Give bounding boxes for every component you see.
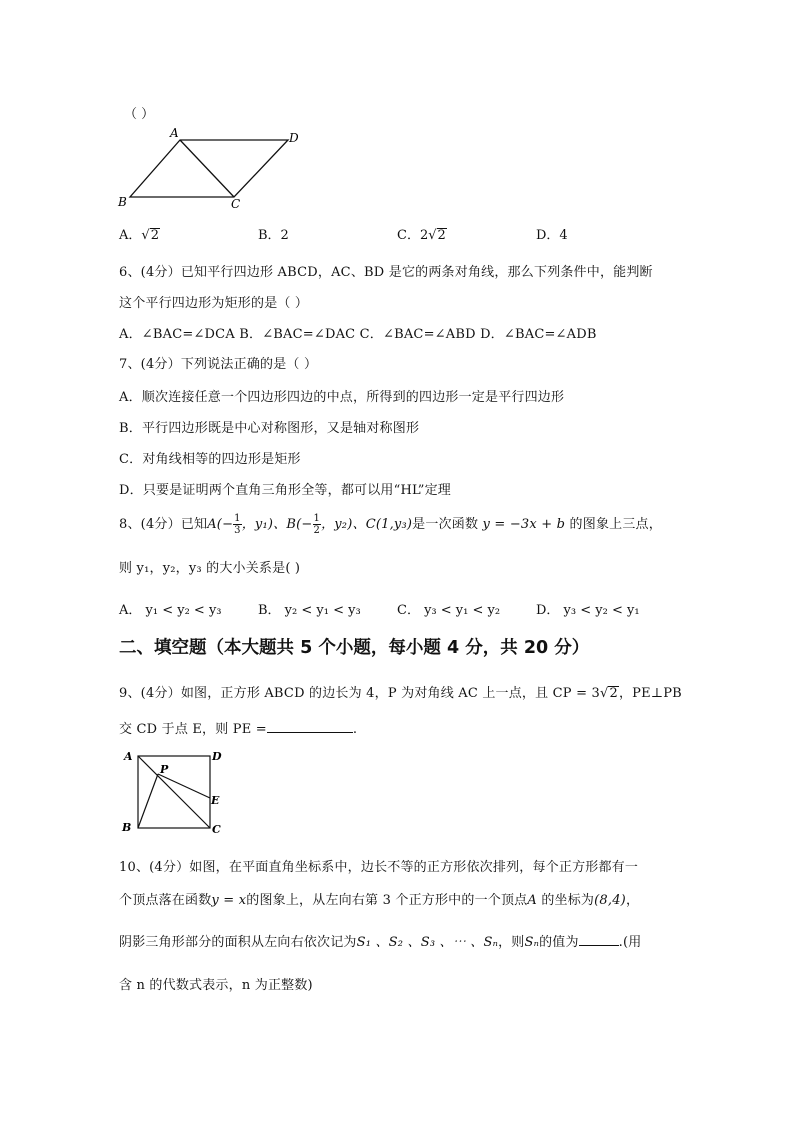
q10-coord: (8,4) bbox=[594, 893, 626, 908]
q10-seq: S₁ 、S₂ 、S₃ 、⋯ 、Sₙ bbox=[356, 935, 499, 950]
label-b: B bbox=[118, 195, 127, 209]
q5-option-d[interactable]: D．4 bbox=[536, 228, 568, 243]
label-a: A bbox=[124, 750, 133, 763]
q10-line3-mid: ，则 bbox=[498, 935, 525, 950]
label-p: P bbox=[160, 763, 169, 776]
q5-option-a-prefix: A． bbox=[119, 228, 142, 243]
q10-line3-pre: 阴影三角形部分的面积从左向右依次记为 bbox=[119, 935, 357, 950]
q10-stem-line4: 含 n 的代数式表示，n 为正整数) bbox=[119, 978, 313, 993]
q8-frac-b-den: 2 bbox=[313, 525, 321, 536]
q5-parallelogram-figure bbox=[112, 124, 312, 216]
q10-stem-line3 bbox=[119, 931, 641, 950]
q10-line3-post: 的值为 bbox=[539, 935, 579, 950]
q9-stem-line2 bbox=[119, 718, 357, 737]
q8-mid: 是一次函数 bbox=[412, 517, 479, 532]
q6-stem-line1: 6、(4分）已知平行四边形 ABCD，AC、BD 是它的两条对角线，那么下列条件中，能判断 bbox=[119, 265, 653, 280]
q10-answer-blank[interactable] bbox=[579, 933, 619, 946]
q5-option-a[interactable]: A．√2 bbox=[119, 228, 159, 243]
q8-point-a: A(− bbox=[207, 517, 234, 532]
q8-stem-line1 bbox=[119, 512, 662, 538]
diagonal-ac bbox=[138, 756, 210, 828]
q10-line2-mid: 的图象上，从左向右第 3 个正方形中的一个顶点 bbox=[246, 893, 528, 908]
q10-stem-line2 bbox=[119, 889, 639, 908]
diagonal-ac bbox=[180, 140, 234, 197]
q9-line2-pre: 交 CD 于点 E，则 PE = bbox=[119, 722, 267, 737]
section2-title: 二、填空题（本大题共 5 个小题，每小题 4 分，共 20 分） bbox=[119, 638, 590, 658]
q5-paren: （ ） bbox=[124, 107, 155, 122]
q10-line2-end: ， bbox=[625, 893, 640, 908]
q8-frac-a-num: 1 bbox=[234, 513, 241, 524]
q5-option-c-sqrt: 2 bbox=[437, 228, 446, 243]
segment-pb bbox=[138, 774, 158, 828]
q7-option-b[interactable]: B．平行四边形既是中心对称图形，又是轴对称图形 bbox=[119, 421, 420, 436]
label-e: E bbox=[211, 794, 220, 807]
q8-option-c[interactable]: C． y₃ < y₁ < y₂ bbox=[397, 603, 501, 618]
q7-option-d[interactable]: D．只要是证明两个直角三角形全等，都可以用“HL”定理 bbox=[119, 483, 451, 498]
q6-options[interactable]: A．∠BAC=∠DCA B．∠BAC=∠DAC C．∠BAC=∠ABD D．∠BAC=∠ADB bbox=[119, 327, 597, 342]
q10-stem-line1: 10、(4分）如图，在平面直角坐标系中，边长不等的正方形依次排列，每个正方形都有一 bbox=[119, 860, 639, 875]
segment-pe bbox=[158, 774, 210, 798]
q8-option-a[interactable]: A． y₁ < y₂ < y₃ bbox=[119, 603, 222, 618]
q9-answer-blank[interactable] bbox=[267, 720, 353, 733]
label-d: D bbox=[212, 750, 222, 763]
q9-line1-pre: 9、(4分）如图，正方形 ABCD 的边长为 4，P 为对角线 AC 上一点，且 CP = 3 bbox=[119, 686, 600, 701]
label-c: C bbox=[212, 823, 221, 836]
parallelogram-shape bbox=[130, 140, 288, 197]
q8-point-b-tail: ，y₂)、 bbox=[321, 517, 366, 532]
q9-line2-post: . bbox=[352, 722, 358, 737]
q8-frac-b bbox=[313, 513, 322, 536]
q8-func: y = −3x + b bbox=[482, 517, 566, 532]
q8-option-b[interactable]: B． y₂ < y₁ < y₃ bbox=[258, 603, 361, 618]
q8-frac-a bbox=[233, 513, 242, 536]
q9-line1-post: ，PE⊥PB bbox=[618, 686, 682, 701]
q7-option-a[interactable]: A．顺次连接任意一个四边形四边的中点，所得到的四边形一定是平行四边形 bbox=[119, 390, 565, 405]
q8-point-b: B(− bbox=[286, 517, 313, 532]
q5-option-c[interactable]: C．2√2 bbox=[397, 228, 446, 243]
label-d: D bbox=[289, 131, 299, 145]
q10-line2-pre: 个顶点落在函数 bbox=[119, 893, 212, 908]
q8-suffix: 的图象上三点， bbox=[569, 517, 662, 532]
q8-option-d[interactable]: D． y₃ < y₂ < y₁ bbox=[536, 603, 640, 618]
q10-point-a: A bbox=[527, 893, 537, 908]
q5-option-c-prefix: C．2 bbox=[397, 228, 429, 243]
q8-point-c: C(1,y₃) bbox=[365, 517, 413, 532]
q10-line3-end: .(用 bbox=[618, 935, 642, 950]
q9-sqrt: 2 bbox=[609, 686, 618, 701]
q8-point-a-tail: ，y₁)、 bbox=[241, 517, 287, 532]
q8-stem-line2: 则 y₁，y₂，y₃ 的大小关系是( ) bbox=[119, 561, 301, 576]
label-a: A bbox=[170, 126, 179, 140]
q10-func: y = x bbox=[211, 893, 247, 908]
q9-square-figure bbox=[118, 746, 228, 836]
q7-option-c[interactable]: C．对角线相等的四边形是矩形 bbox=[119, 452, 301, 467]
q6-stem-line2: 这个平行四边形为矩形的是（ ） bbox=[119, 296, 309, 311]
q9-stem-line1: 9、(4分）如图，正方形 ABCD 的边长为 4，P 为对角线 AC 上一点，且 CP = 3√2，PE⊥PB bbox=[119, 686, 682, 701]
q5-option-a-sqrt: 2 bbox=[150, 228, 159, 243]
label-b: B bbox=[122, 821, 132, 834]
q8-frac-b-num: 1 bbox=[313, 513, 321, 524]
q10-line2-mid2: 的坐标为 bbox=[541, 893, 595, 908]
q10-sn: Sₙ bbox=[524, 935, 540, 950]
q8-prefix: 8、(4分）已知 bbox=[119, 517, 208, 532]
label-c: C bbox=[231, 197, 241, 211]
q7-stem: 7、(4分）下列说法正确的是（ ） bbox=[119, 357, 318, 372]
q5-option-b[interactable]: B．2 bbox=[258, 228, 289, 243]
q8-frac-a-den: 3 bbox=[234, 525, 241, 536]
